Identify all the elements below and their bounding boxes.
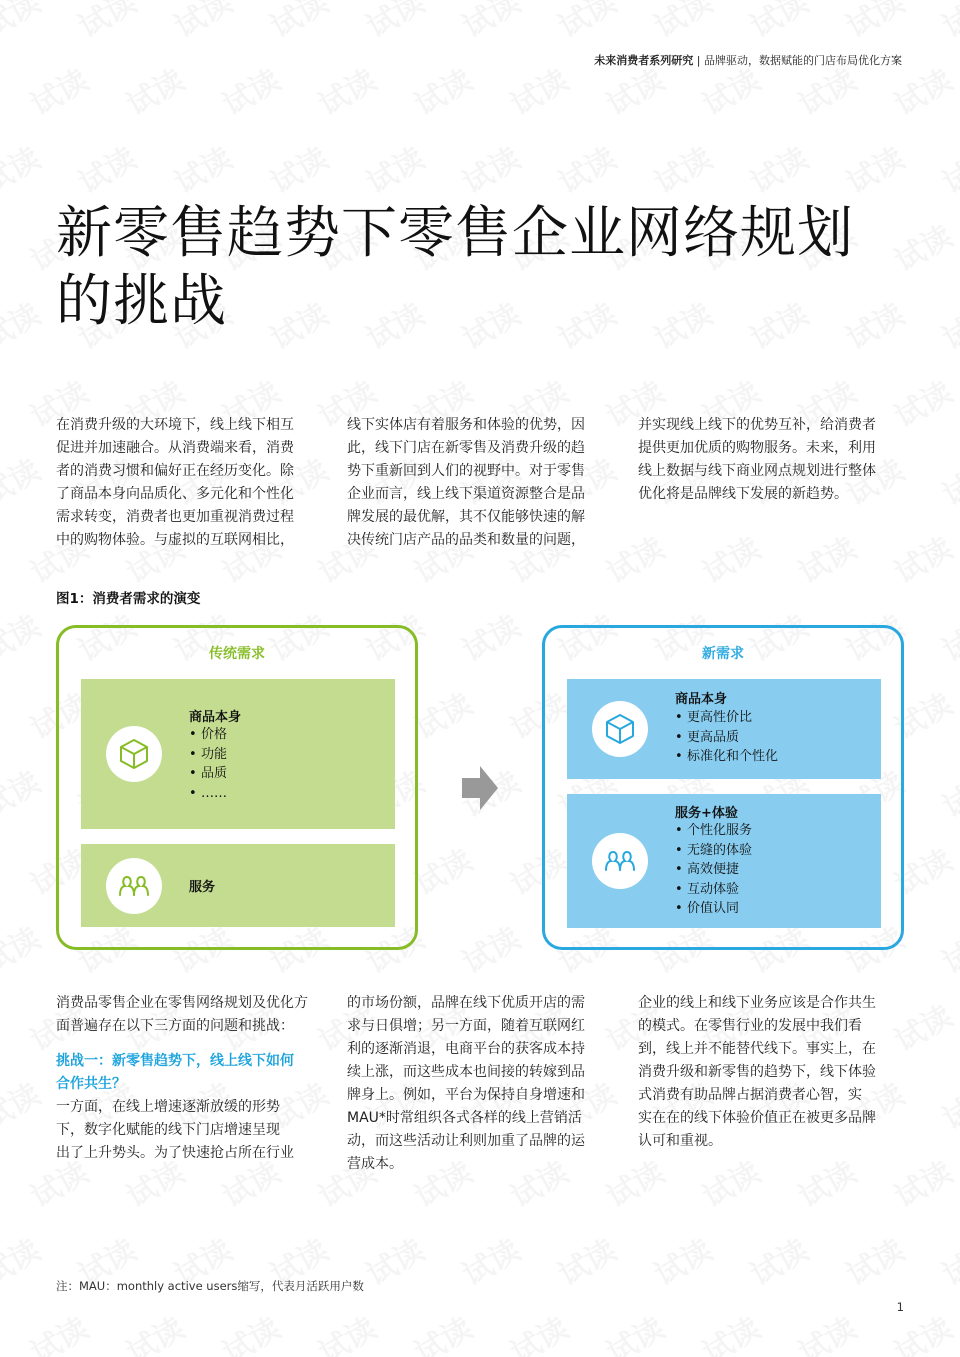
new-product-list	[675, 708, 778, 767]
watermark-text	[549, 0, 623, 46]
new-service-list	[675, 821, 752, 919]
watermark-text	[165, 0, 239, 46]
watermark-text	[933, 290, 960, 358]
watermark-text	[885, 524, 959, 592]
watermark-text	[453, 914, 527, 982]
watermark-text	[933, 1226, 960, 1294]
header-subtitle: 品牌驱动，数据赋能的门店布局优化方案	[704, 54, 902, 67]
text-line: 认可和重视。	[638, 1133, 722, 1149]
traditional-product-list	[189, 725, 227, 803]
watermark-text	[0, 290, 47, 358]
arrow-right-icon	[460, 764, 500, 816]
list-item: • 品质	[189, 764, 227, 784]
challenge-heading	[56, 1050, 322, 1096]
watermark-text	[933, 602, 960, 670]
text-line: 在消费升级的大环境下，线上线下相互	[56, 417, 294, 433]
people-icon	[592, 833, 648, 889]
watermark-text	[501, 56, 575, 124]
watermark-text	[453, 1226, 527, 1294]
watermark-text	[789, 524, 863, 592]
list-item: • 无缝的体验	[675, 841, 752, 861]
watermark-text	[453, 0, 527, 46]
traditional-demand-panel	[56, 625, 418, 950]
watermark-text	[21, 1304, 95, 1357]
text-line: 线下实体店有着服务和体验的优势，因	[347, 417, 585, 433]
watermark-text	[261, 134, 335, 202]
watermark-text	[693, 1304, 767, 1357]
page-title	[56, 200, 916, 336]
header-series: 未来消费者系列研究	[594, 54, 694, 67]
traditional-product-label: 商品本身	[189, 710, 242, 725]
list-item: • 更高品质	[675, 728, 778, 748]
watermark-text	[453, 602, 527, 670]
traditional-service-label: 服务	[189, 880, 216, 895]
traditional-service-box	[81, 844, 395, 927]
watermark-text	[933, 0, 960, 46]
watermark-text	[837, 0, 911, 46]
text-line: 中的购物体验。与虚拟的互联网相比，	[56, 532, 294, 548]
text-line: 实在在的线下体验价值正在被更多品牌	[638, 1110, 876, 1126]
watermark-text	[741, 1226, 815, 1294]
page-title-line-1: 新零售趋势下零售企业网络规划	[56, 201, 854, 266]
text-line: 的模式。在零售行业的发展中我们看	[638, 1018, 862, 1034]
watermark-text	[501, 1304, 575, 1357]
watermark-text	[933, 134, 960, 202]
list-item: • 标准化和个性化	[675, 747, 778, 767]
text-line: 利的逐渐消退，电商平台的获客成本持	[347, 1041, 585, 1057]
list-item: • 价格	[189, 725, 227, 745]
challenge-heading-line: 挑战一：新零售趋势下，线上线下如何	[56, 1053, 294, 1069]
text-line: 提供更加优质的购物服务。未来，利用	[638, 440, 876, 456]
new-service-box	[567, 794, 881, 928]
text-line: 一方面，在线上增速逐渐放缓的形势	[56, 1099, 280, 1115]
watermark-text	[309, 56, 383, 124]
body-column-3	[638, 992, 904, 1153]
list-item: • ……	[189, 784, 227, 804]
watermark-text	[21, 56, 95, 124]
page-number: 1	[896, 1300, 904, 1314]
text-line: 下，数字化赋能的线下门店增速呈现	[56, 1122, 280, 1138]
text-line: 势下重新回到人们的视野中。对于零售	[347, 463, 585, 479]
watermark-text	[933, 1070, 960, 1138]
watermark-text	[117, 1304, 191, 1357]
text-line: 需求转变，消费者也更加重视消费过程	[56, 509, 294, 525]
intro-column-2	[347, 414, 613, 552]
footnote: 注：MAU：monthly active users缩写，代表月活跃用户数	[56, 1279, 364, 1293]
list-item: • 互动体验	[675, 880, 752, 900]
new-demand-title: 新需求	[702, 646, 744, 662]
list-item: • 功能	[189, 745, 227, 765]
text-line: 动，而这些活动让利则加重了品牌的运	[347, 1133, 585, 1149]
new-product-box	[567, 679, 881, 779]
watermark-text	[741, 134, 815, 202]
text-line: 者的消费习惯和偏好正在经历变化。除	[56, 463, 294, 479]
watermark-text	[165, 134, 239, 202]
watermark-text	[837, 134, 911, 202]
new-product-label: 商品本身	[675, 692, 728, 707]
running-header	[594, 52, 902, 68]
watermark-text	[357, 0, 431, 46]
watermark-text	[933, 914, 960, 982]
list-item: • 更高性价比	[675, 708, 778, 728]
watermark-text	[0, 914, 47, 982]
watermark-text	[69, 0, 143, 46]
text-line: 线上数据与线下商业网点规划进行整体	[638, 463, 876, 479]
watermark-text	[357, 134, 431, 202]
watermark-text	[693, 1148, 767, 1216]
watermark-text	[789, 1304, 863, 1357]
watermark-text	[0, 1226, 47, 1294]
figure-title: 图1：消费者需求的演变	[56, 591, 201, 607]
page-title-line-2: 的挑战	[56, 269, 227, 334]
text-line: 消费品零售企业在零售网络规划及优化方	[56, 995, 308, 1011]
watermark-text	[0, 446, 47, 514]
watermark-text	[645, 1226, 719, 1294]
text-line: 的市场份额，品牌在线下优质开店的需	[347, 995, 585, 1011]
text-line: 到，线上并不能替代线下。事实上，在	[638, 1041, 876, 1057]
watermark-text	[357, 1226, 431, 1294]
watermark-text	[0, 758, 47, 826]
box-icon	[106, 726, 162, 782]
list-item: • 个性化服务	[675, 821, 752, 841]
text-line: 牌身上。例如，平台为保持自身增速和	[347, 1087, 585, 1103]
watermark-text	[405, 56, 479, 124]
header-separator: |	[693, 54, 704, 67]
watermark-text	[309, 1304, 383, 1357]
watermark-text	[549, 134, 623, 202]
traditional-product-box	[81, 679, 395, 829]
body-column-2	[347, 992, 613, 1176]
new-service-label: 服务+体验	[675, 806, 738, 821]
watermark-text	[261, 0, 335, 46]
traditional-demand-title: 传统需求	[209, 646, 265, 662]
watermark-text	[693, 524, 767, 592]
text-line: 决传统门店产品的品类和数量的问题，	[347, 532, 585, 548]
watermark-text	[453, 134, 527, 202]
text-line: 求与日俱增；另一方面，随着互联网红	[347, 1018, 585, 1034]
watermark-text	[0, 1070, 47, 1138]
box-icon	[592, 701, 648, 757]
watermark-text	[69, 134, 143, 202]
intro-column-1	[56, 414, 322, 552]
watermark-text	[213, 1304, 287, 1357]
text-line: 牌发展的最优解，其不仅能够快速的解	[347, 509, 585, 525]
body-column-1	[56, 992, 322, 1165]
people-icon	[106, 858, 162, 914]
text-line: 了商品本身向品质化、多元化和个性化	[56, 486, 294, 502]
list-item: • 价值认同	[675, 899, 752, 919]
watermark-text	[117, 56, 191, 124]
list-item: • 高效便捷	[675, 860, 752, 880]
watermark-text	[0, 0, 47, 46]
watermark-text	[597, 1304, 671, 1357]
text-line: MAU*时常组织各式各样的线上营销活	[347, 1110, 582, 1126]
text-line: 并实现线上线下的优势互补，给消费者	[638, 417, 876, 433]
new-demand-panel	[542, 625, 904, 950]
text-line: 优化将是品牌线下发展的新趋势。	[638, 486, 848, 502]
watermark-text	[885, 1148, 959, 1216]
text-line: 续上涨，而这些成本也间接的转嫁到品	[347, 1064, 585, 1080]
text-line: 消费升级和新零售的趋势下，线下体验	[638, 1064, 876, 1080]
watermark-text	[213, 56, 287, 124]
watermark-text	[549, 1226, 623, 1294]
text-line: 营成本。	[347, 1156, 403, 1172]
text-line: 式消费有助品牌占据消费者心智，实	[638, 1087, 862, 1103]
watermark-text	[933, 446, 960, 514]
watermark-text	[789, 1148, 863, 1216]
text-line: 出了上升势头。为了快速抢占所在行业	[56, 1145, 294, 1161]
watermark-text	[645, 134, 719, 202]
watermark-text	[405, 1304, 479, 1357]
intro-column-3	[638, 414, 904, 506]
text-line: 企业的线上和线下业务应该是合作共生	[638, 995, 876, 1011]
watermark-text	[0, 134, 47, 202]
watermark-text	[645, 0, 719, 46]
watermark-text	[837, 1226, 911, 1294]
text-line: 面普遍存在以下三方面的问题和挑战：	[56, 1018, 294, 1034]
text-line: 促进并加速融合。从消费端来看，消费	[56, 440, 294, 456]
text-line: 此，线下门店在新零售及消费升级的趋	[347, 440, 585, 456]
watermark-text	[741, 0, 815, 46]
challenge-heading-line: 合作共生？	[56, 1076, 126, 1092]
text-line: 企业而言，线上线下渠道资源整合是品	[347, 486, 585, 502]
watermark-text	[0, 602, 47, 670]
watermark-text	[933, 758, 960, 826]
